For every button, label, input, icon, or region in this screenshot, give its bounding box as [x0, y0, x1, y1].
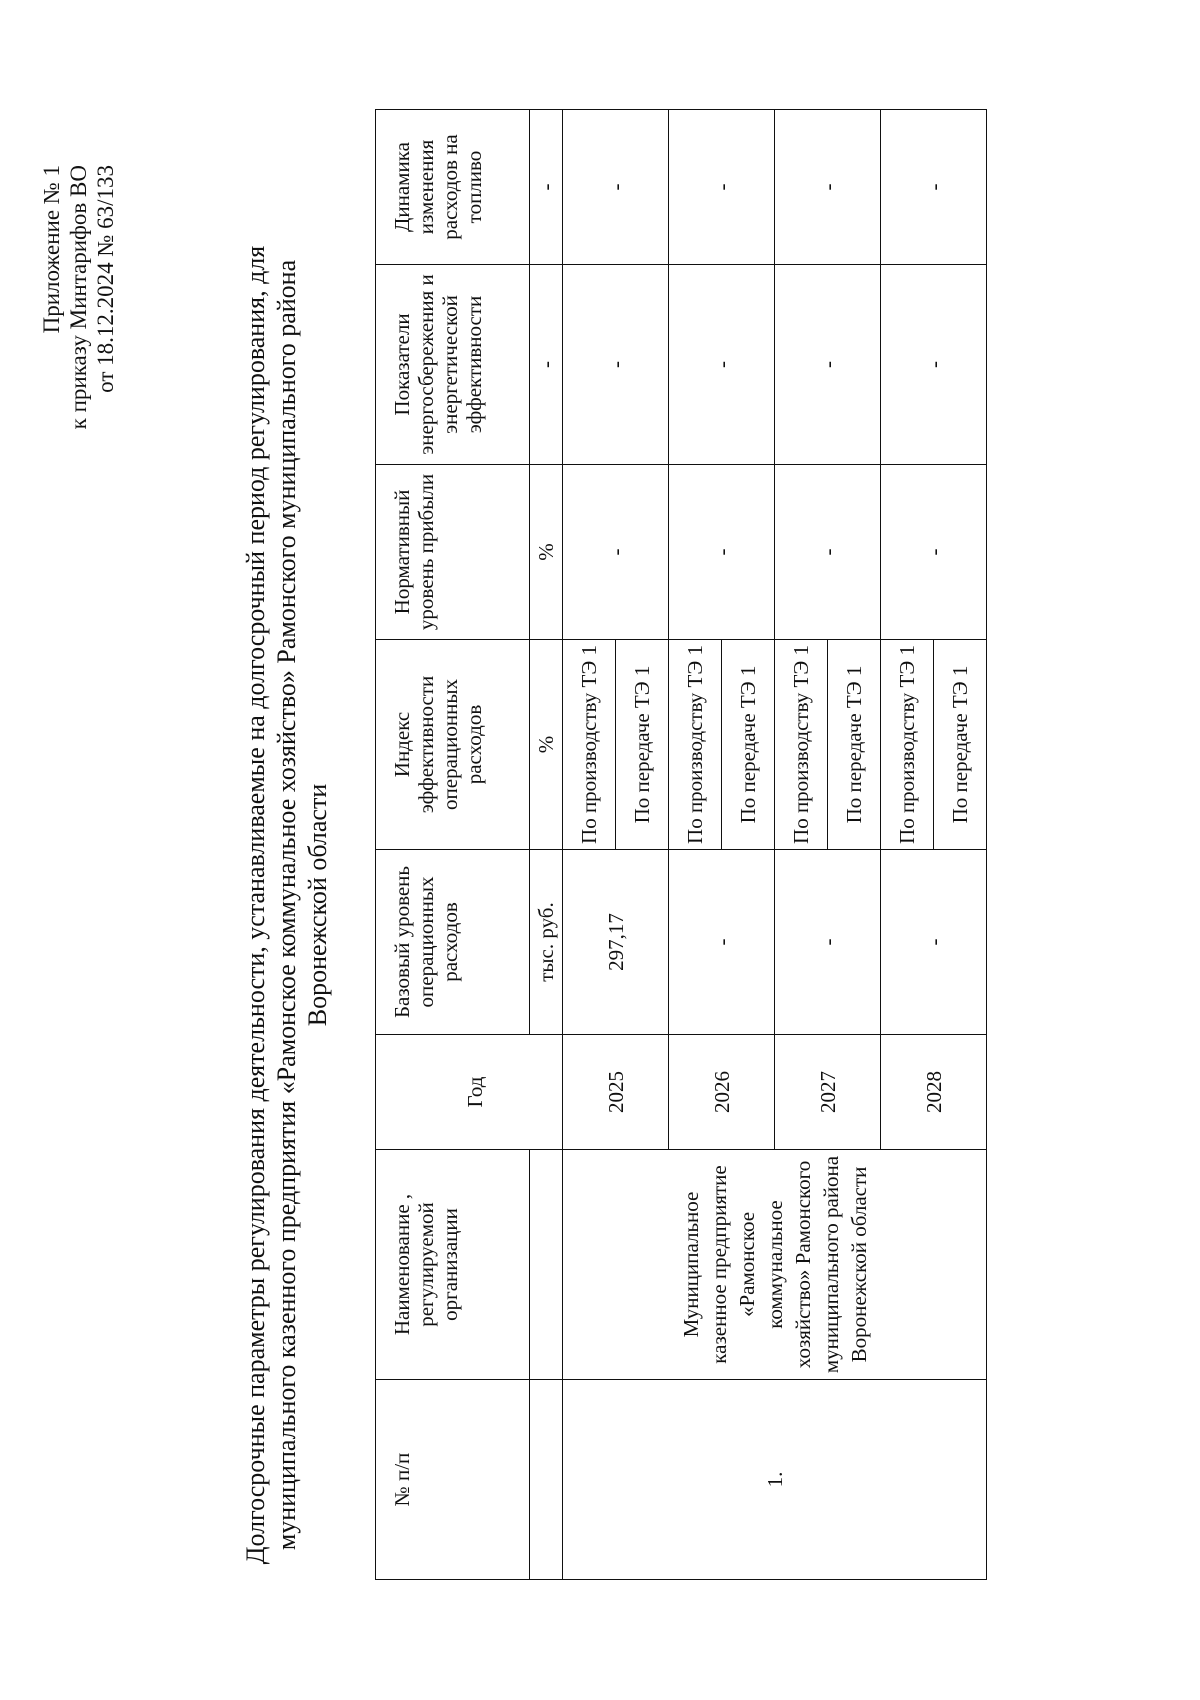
header-profit: Нормативный уровень прибыли	[376, 465, 530, 640]
year-cell: 2027	[775, 1035, 881, 1150]
header-org: Наименование , регулируемой организации	[376, 1150, 530, 1380]
index-transfer-cell: По передаче ТЭ 1	[934, 640, 987, 850]
fuel-cell: -	[563, 110, 669, 265]
appendix-line-1: Приложение № 1	[39, 165, 64, 334]
document-title	[240, 230, 333, 1580]
year-cell: 2028	[881, 1035, 987, 1150]
index-transfer-cell: По передаче ТЭ 1	[722, 640, 775, 850]
header-num: № п/п	[376, 1380, 530, 1580]
index-production-cell: По производству ТЭ 1	[669, 640, 722, 850]
base-cell: -	[775, 850, 881, 1035]
appendix-line-3: от 18.12.2024 № 63/133	[93, 165, 118, 393]
unit-fuel: -	[530, 110, 563, 265]
unit-index: %	[530, 640, 563, 850]
profit-cell: -	[563, 465, 669, 640]
energy-cell: -	[775, 265, 881, 465]
table-row-2025-a	[563, 110, 616, 1580]
header-base: Базовый уровень операционных расходов	[376, 850, 530, 1035]
year-cell: 2025	[563, 1035, 669, 1150]
index-transfer-cell: По передаче ТЭ 1	[616, 640, 669, 850]
unit-org	[530, 1150, 563, 1380]
appendix-block	[38, 165, 119, 429]
year-cell: 2026	[669, 1035, 775, 1150]
energy-cell: -	[669, 265, 775, 465]
header-fuel: Динамика изменения расходов на топливо	[376, 110, 530, 265]
fuel-cell: -	[775, 110, 881, 265]
profit-cell: -	[775, 465, 881, 640]
fuel-cell: -	[669, 110, 775, 265]
profit-cell: -	[881, 465, 987, 640]
base-cell: -	[669, 850, 775, 1035]
header-index: Индекс эффективности операционных расходов	[376, 640, 530, 850]
row-number: 1.	[563, 1380, 987, 1580]
unit-base: тыс. руб.	[530, 850, 563, 1035]
title-line-2: муниципального казенного предприятия «Рамонское коммунальное хозяйство» Рамонского муниципального района	[272, 259, 301, 1551]
unit-num	[530, 1380, 563, 1580]
base-cell: -	[881, 850, 987, 1035]
header-year: Год	[376, 1035, 563, 1150]
header-energy: Показатели энергосбережения и энергетической эффективности	[376, 265, 530, 465]
index-production-cell: По производству ТЭ 1	[563, 640, 616, 850]
base-cell: 297,17	[563, 850, 669, 1035]
energy-cell: -	[881, 265, 987, 465]
index-transfer-cell: По передаче ТЭ 1	[828, 640, 881, 850]
index-production-cell: По производству ТЭ 1	[775, 640, 828, 850]
org-name: Муниципальное казенное предприятие «Рамонское коммунальное хозяйство» Рамонского муниципального района Воронежской области	[563, 1150, 987, 1380]
energy-cell: -	[563, 265, 669, 465]
unit-energy: -	[530, 265, 563, 465]
appendix-line-2: к приказу Минтарифов ВО	[66, 165, 91, 430]
parameters-table	[375, 109, 987, 1580]
fuel-cell: -	[881, 110, 987, 265]
profit-cell: -	[669, 465, 775, 640]
index-production-cell: По производству ТЭ 1	[881, 640, 934, 850]
unit-profit: %	[530, 465, 563, 640]
title-line-3: Воронежской области	[303, 783, 332, 1027]
title-line-1: Долгосрочные параметры регулирования деятельности, устанавливаемые на долгосрочный период регулирования, для	[241, 245, 270, 1565]
units-row	[530, 110, 563, 1580]
header-row	[376, 110, 530, 1580]
